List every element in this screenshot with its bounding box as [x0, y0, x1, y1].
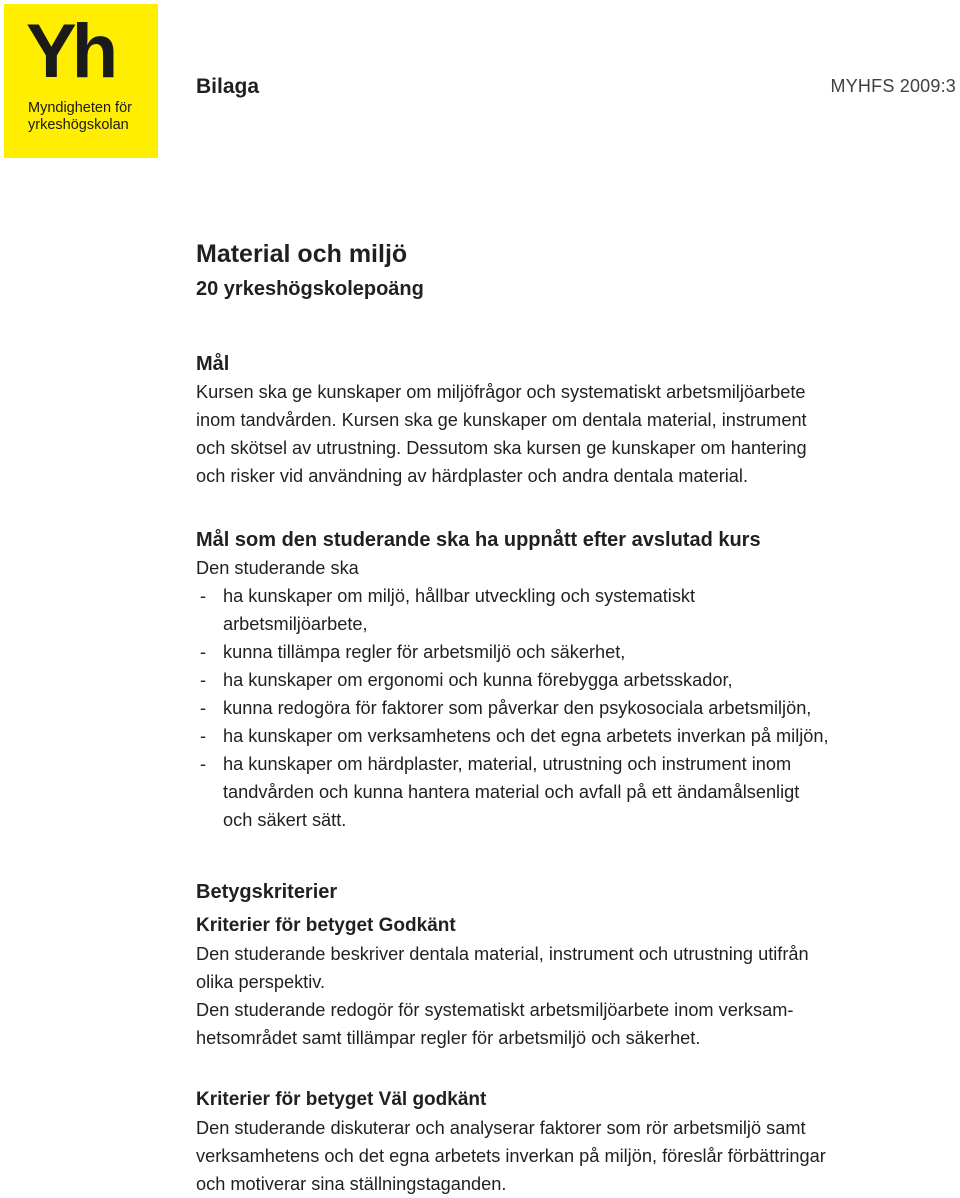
section-goals-heading: Mål som den studerande ska ha uppnått efter avslutad kurs [196, 529, 761, 551]
dash-bullet: - [200, 726, 207, 746]
section-mal [196, 350, 956, 490]
mal-paragraph [196, 378, 956, 490]
goals-intro: Den studerande ska [196, 558, 359, 578]
logo-text [28, 100, 132, 134]
logo-line-1: Myndigheten för [28, 100, 132, 116]
mal-line: och skötsel av utrustning. Dessutom ska kursen ge kunskaper om hantering [196, 438, 807, 458]
dash-bullet: - [200, 698, 207, 718]
section-mal-heading: Mål [196, 353, 230, 375]
section-grading [196, 878, 956, 1198]
mal-line: Kursen ska ge kunskaper om miljöfrågor och systematiskt arbetsmiljöarbete [196, 382, 806, 402]
mal-line: inom tandvården. Kursen ska ge kunskaper om dentala material, instrument [196, 410, 807, 430]
criteria-val-godkant [196, 1086, 956, 1198]
agency-logo [4, 4, 158, 158]
logo-mark: Yh [26, 9, 114, 94]
document-code: MYHFS 2009:3 [830, 76, 956, 96]
criteria-godkant-text: Den studerande beskriver dentala material, instrument och utrustning utifrån olika perspektiv. Den studerande redogör för systematiskt arbetsmiljöarbete inom verksam- hetsområdet samt tillämpar regler för arbetsmiljö och säkerhet. [196, 944, 809, 1048]
dash-bullet: - [200, 642, 207, 662]
criteria-val-godkant-text: Den studerande diskuterar och analyserar faktorer som rör arbetsmiljö samt verksamhetens och det egna arbetets inverkan på miljön, föreslår förbättringar och motiverar sina ställningstaganden. [196, 1118, 826, 1194]
header-label: Bilaga [196, 75, 260, 98]
dash-bullet: - [200, 586, 207, 606]
goal-item: - kunna tillämpa regler för arbetsmiljö och säkerhet, [196, 638, 956, 666]
criteria-godkant-heading: Kriterier för betyget Godkänt [196, 915, 456, 936]
goal-item: - ha kunskaper om verksamhetens och det egna arbetets inverkan på miljön, [196, 722, 956, 750]
course-title: Material och miljö [196, 240, 408, 268]
criteria-val-godkant-heading: Kriterier för betyget Väl godkänt [196, 1089, 487, 1110]
section-goals [196, 526, 956, 834]
criteria-godkant [196, 912, 956, 1052]
mal-line: och risker vid användning av härdplaster och andra dentala material. [196, 466, 749, 486]
goals-list [196, 582, 956, 834]
section-grading-heading: Betygskriterier [196, 881, 338, 903]
dash-bullet: - [200, 670, 207, 690]
goal-item: - kunna redogöra för faktorer som påverkar den psykosociala arbetsmiljön, [196, 694, 956, 722]
goal-item: - ha kunskaper om härdplaster, material, utrustning och instrument inom tandvården och kunna hantera material och avfall på ett ändamålsenligt och säkert sätt. [196, 750, 956, 834]
course-content [196, 238, 956, 1198]
dash-bullet: - [200, 754, 207, 774]
goal-item: - ha kunskaper om ergonomi och kunna förebygga arbetsskador, [196, 666, 956, 694]
goal-item: - ha kunskaper om miljö, hållbar utveckling och systematiskt arbetsmiljöarbete, [196, 582, 956, 638]
logo-line-2: yrkeshögskolan [28, 117, 129, 133]
course-credits: 20 yrkeshögskolepoäng [196, 278, 424, 300]
